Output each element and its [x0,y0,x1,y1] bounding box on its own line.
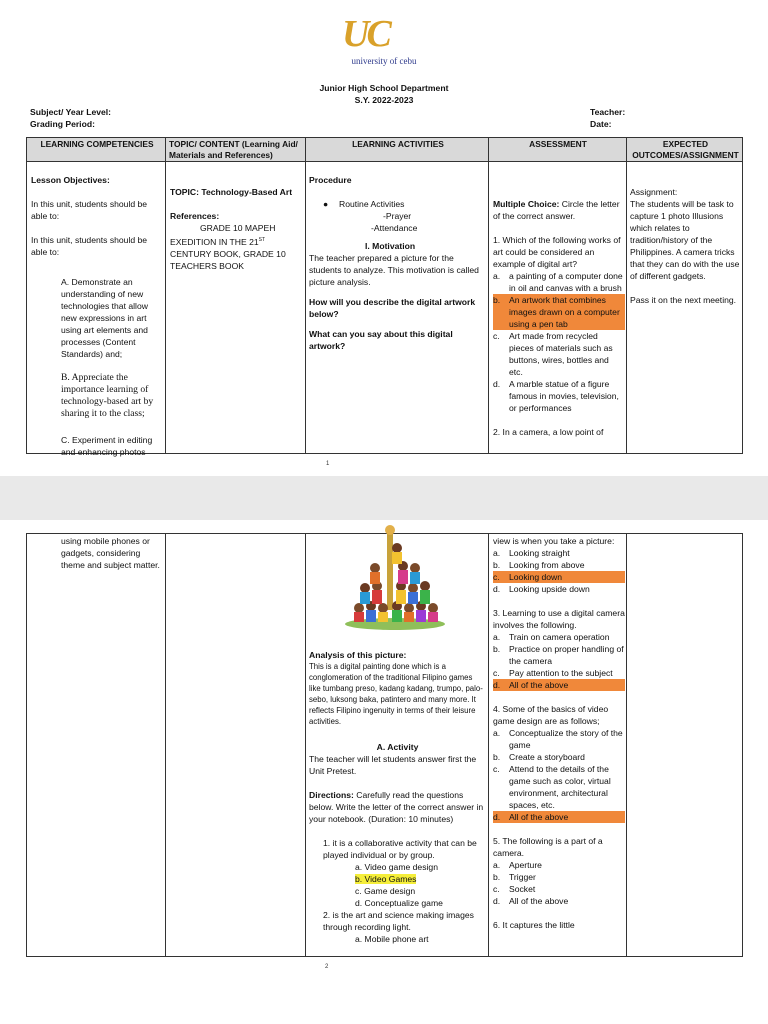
objective-c: C. Experiment in editing and enhancing photos [61,435,153,457]
motivation-heading: I. Motivation [365,241,416,251]
reference-line: CENTURY BOOK, GRADE 10 [170,248,286,259]
option-a: a. Aperture [493,860,542,870]
option-a: a. a painting of a computer done in oil and canvas with a brush [493,271,623,293]
objectives-intro: In this unit, students should be able to: [31,199,148,221]
topic-title: TOPIC: Technology-Based Art [170,187,293,197]
reference-line: EXEDITION IN THE 21ST [170,236,266,247]
option-d-highlighted: d. All of the above [493,679,625,691]
logo-mark: UC [342,13,389,55]
objective-b: B. Appreciate the importance learning of technology-based art by sharing it to the class; [61,372,154,419]
option-c: c. Art made from recycled pieces of materials such as buttons, wires, bottles and etc. [493,331,613,377]
lesson-objectives-title: Lesson Objectives: [31,175,110,185]
prayer-item: -Prayer [383,211,412,221]
question-say: What can you say about this digital artwork? [309,329,453,351]
pretest-option-a: a. Mobile phone art [355,934,429,944]
activity-heading: A. Activity [376,742,419,752]
university-logo [338,14,430,72]
department-title: Junior High School Department [319,83,449,93]
illustration-group [345,525,445,630]
procedure-title: Procedure [309,175,352,185]
lesson-plan-table-page-1 [26,137,743,457]
option-d: d. Looking upside down [493,584,590,594]
attendance-item: -Attendance [371,223,418,233]
assignment-text: The students will be task to capture 1 photo Illusions which relates to tradition/history of the Philippines. A camera tricks that they can do with the use of different gadgets. [630,199,740,281]
analysis-label: Analysis of this picture: [309,650,407,660]
topic-cell [170,186,304,272]
competencies-cell [31,174,161,458]
option-c: c. Pay attention to the subject [493,668,613,678]
activity-text: The teacher will let students answer first the Unit Pretest. [309,754,477,776]
date-label: Date: [590,119,612,129]
page-number: 2 [325,964,329,970]
reference-line: GRADE 10 MAPEH [200,223,276,233]
column-divider [627,534,744,956]
objective-a: A. Demonstrate an understanding of new technologies that allow new expressions in art using art elements and processes (Content Standards) and; [61,277,148,359]
header-topic-content: TOPIC/ CONTENT (Learning Aid/ Materials and References) [169,139,298,160]
bullet-icon: ● [323,199,329,209]
pretest-option-c: c. Game design [355,886,416,896]
grading-period-label: Grading Period: [30,119,95,129]
activities-cell-continued [309,649,486,945]
option-d: d. All of the above [493,896,569,906]
header-learning-competencies: LEARNING COMPETENCIES [40,139,154,149]
page-gap [0,476,768,520]
directions-text: Directions: Carefully read the questions below. Write the letter of the correct answer in your notebook. (Duration: 10 minutes) [309,790,484,824]
option-c: c. Attend to the details of the game such as color, virtual environment, architectural spaces, etc. [493,764,611,810]
school-year: S.Y. 2022-2023 [354,95,414,105]
header-assessment: ASSESSMENT [529,139,587,149]
header-learning-activities: LEARNING ACTIVITIES [352,139,444,149]
references-label: References: [170,211,220,221]
logo-subtitle: university of cebu [351,56,417,66]
option-b: b. Looking from above [493,560,585,570]
column-divider [166,534,306,956]
option-a: a. Looking straight [493,548,570,558]
assignment-label: Assignment: [630,187,678,197]
question-describe: How will you describe the digital artwork below? [309,297,476,319]
assessment-question-2-continued: view is when you take a picture: [493,536,615,546]
page-number: 1 [326,461,330,467]
objectives-intro: In this unit, students should be able to: [31,235,148,257]
option-b: b. Create a storyboard [493,752,585,762]
pretest-item-1: 1. it is a collaborative activity that can be played individual or by group. [323,838,477,860]
option-a: a. Conceptualize the story of the game [493,728,623,750]
pretest-option-a: a. Video game design [355,862,438,872]
pretest-item-2: 2. is the art and science making images through recording light. [323,910,474,932]
assessment-question-5: 5. The following is a part of a camera. [493,836,603,858]
filipino-games-illustration [339,524,451,632]
option-d-highlighted: d. All of the above [493,811,625,823]
header-expected-outcomes: EXPECTED OUTCOMES/ASSIGNMENT [632,139,739,160]
pretest-option-b: b. Video Games [355,874,417,884]
motivation-text: The teacher prepared a picture for the students to analyze. This motivation is called picture analysis. [309,253,479,287]
routine-item: ● Routine Activities [323,199,405,209]
assessment-cell [493,198,625,438]
option-c-highlighted: c. Looking down [493,571,625,583]
option-d: d. A marble statue of a figure famous in movies, television, or performances [493,379,619,413]
option-a: a. Train on camera operation [493,632,610,642]
option-b-highlighted: b. An artwork that combines images drawn on a computer using a pen tab [493,294,625,330]
activities-cell [309,174,486,352]
assessment-question-1: 1. Which of the following works of art could be considered an example of digital art? [493,235,621,269]
assessment-question-3: 3. Learning to use a digital camera involves the following. [493,608,625,630]
assessment-question-4: 4. Some of the basics of video game design are as follows; [493,704,609,726]
analysis-text: This is a digital painting done which is a conglomeration of the traditional Filipino games like tumbang preso, kadang kadang, trumpo, palo-sebo, luksong baka, patintero and many more. It reflects Filipino ingenuity in terms of their leisure activities. [309,662,483,726]
assessment-cell-continued [493,535,625,931]
option-c: c. Socket [493,884,536,894]
multiple-choice-instruction: Multiple Choice: Circle the letter of the correct answer. [493,199,620,221]
outcomes-cell [630,186,742,306]
reference-line: TEACHERS BOOK [170,260,245,271]
column-divider [27,534,166,956]
teacher-label: Teacher: [590,107,626,117]
option-b: b. Trigger [493,872,536,882]
competencies-continued: using mobile phones or gadgets, considering theme and subject matter. [61,536,160,570]
pass-instruction: Pass it on the next meeting. [630,295,737,305]
assessment-question-6: 6. It captures the little [493,920,575,930]
option-b: b. Practice on proper handling of the camera [493,644,624,666]
assessment-question-2: 2. In a camera, a low point of [493,427,604,437]
subject-label: Subject/ Year Level: [30,107,112,117]
pretest-option-d: d. Conceptualize game [355,898,443,908]
